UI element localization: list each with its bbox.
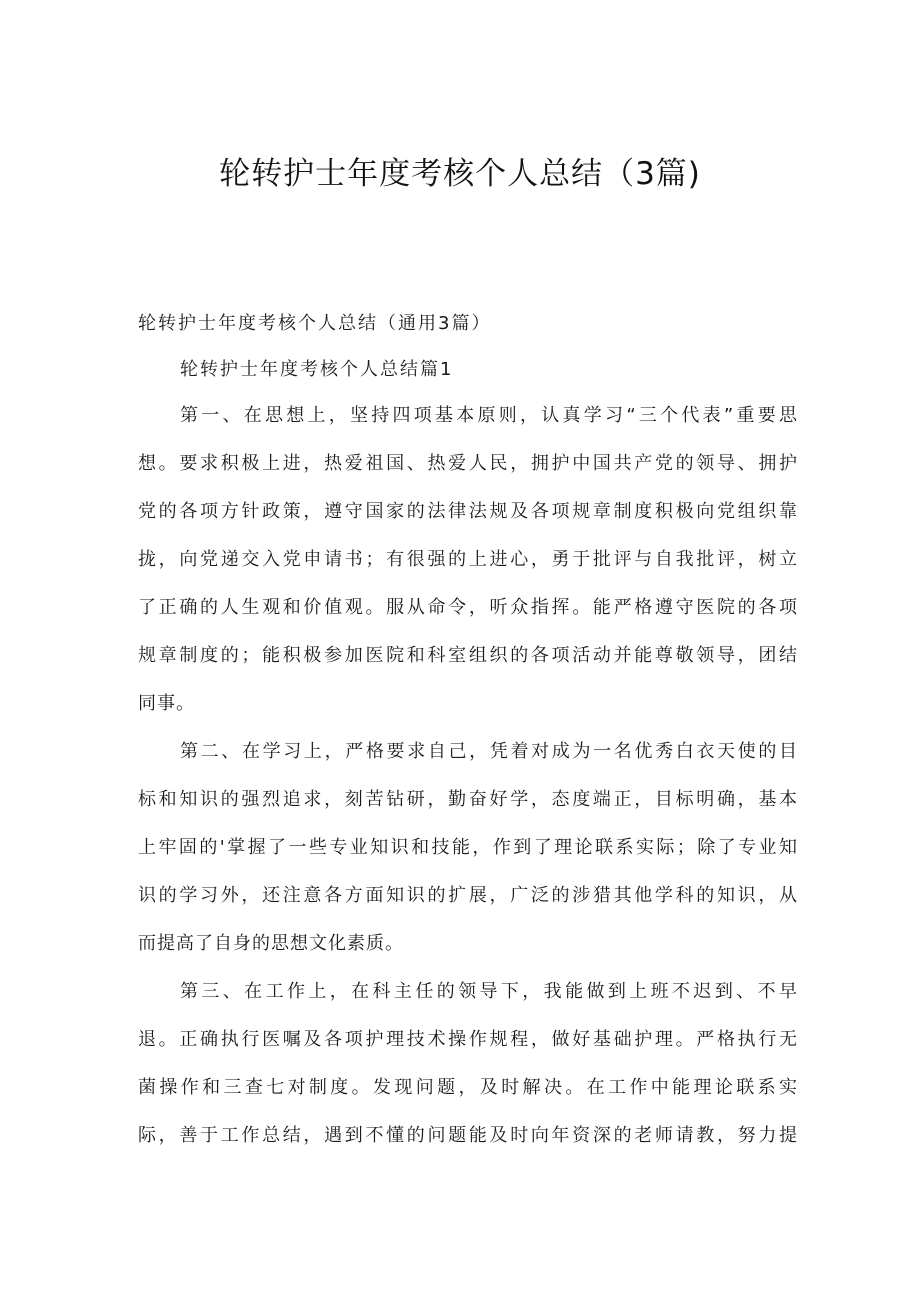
paragraph-1	[138, 392, 798, 728]
paragraph-line: 第二、在学习上，严格要求自己，凭着对成为一名优秀白衣天使的目	[180, 741, 798, 762]
paragraph-line: 想。要求积极上进，热爱祖国、热爱人民，拥护中国共产党的领导、拥护	[138, 453, 798, 474]
paragraph-line: 识的学习外，还注意各方面知识的扩展，广泛的涉猎其他学科的知识，从	[138, 885, 798, 906]
paragraph-line: 同事。	[138, 693, 195, 714]
paragraph-line: 标和知识的强烈追求，刻苦钻研，勤奋好学，态度端正，目标明确，基本	[138, 789, 798, 810]
paragraph-line: 退。正确执行医嘱及各项护理技术操作规程，做好基础护理。严格执行无	[138, 1029, 798, 1050]
paragraph-line: 上牢固的'掌握了一些专业知识和技能，作到了理论联系实际；除了专业知	[138, 837, 798, 858]
document-title: 轮转护士年度考核个人总结（3篇)	[219, 156, 701, 192]
section-heading: 轮转护士年度考核个人总结篇1	[180, 359, 454, 380]
paragraph-line: 菌操作和三查七对制度。发现问题，及时解决。在工作中能理论联系实	[138, 1077, 798, 1098]
paragraph-line: 了正确的人生观和价值观。服从命令，听众指挥。能严格遵守医院的各项	[138, 597, 798, 618]
paragraph-line: 际，善于工作总结，遇到不懂的问题能及时向年资深的老师请教，努力提	[138, 1125, 798, 1146]
document-subtitle: 轮转护士年度考核个人总结（通用3篇）	[138, 313, 492, 334]
paragraph-line: 党的各项方针政策，遵守国家的法律法规及各项规章制度积极向党组织靠	[138, 501, 798, 522]
paragraph-2	[138, 728, 798, 968]
paragraph-line: 而提高了自身的思想文化素质。	[138, 933, 404, 954]
paragraph-line: 第一、在思想上，坚持四项基本原则，认真学习“三个代表”重要思	[180, 405, 798, 426]
paragraph-line: 拢，向党递交入党申请书；有很强的上进心，勇于批评与自我批评，树立	[138, 549, 798, 570]
paragraph-line: 第三、在工作上，在科主任的领导下，我能做到上班不迟到、不早	[180, 981, 798, 1002]
paragraph-3	[138, 968, 798, 1160]
paragraph-line: 规章制度的；能积极参加医院和科室组织的各项活动并能尊敬领导，团结	[138, 645, 798, 666]
